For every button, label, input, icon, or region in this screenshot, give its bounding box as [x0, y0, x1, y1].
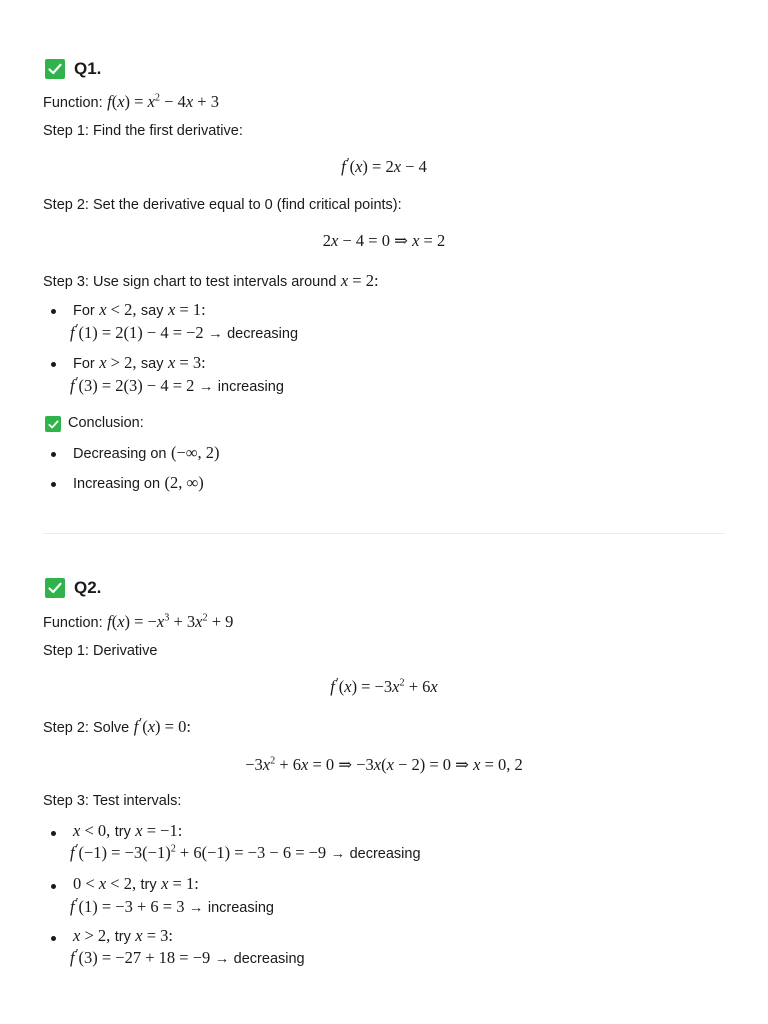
- bullet-result: decreasing: [349, 846, 421, 862]
- conclusion-interval: (−∞, 2): [170, 443, 220, 462]
- q1-bullet-2-line1: [73, 353, 206, 373]
- q1-bullet-1-line1: [73, 300, 206, 320]
- function-expression: $f(x) = x^2 - 4x + 3$: [107, 92, 219, 111]
- bullet-calc: f′(1) = 2(1) − 4 = −2: [70, 321, 204, 342]
- step2-label: Step 2: Solve: [43, 720, 130, 736]
- bullet-say: say: [140, 303, 164, 319]
- bullet-test: x = 1:: [161, 874, 199, 893]
- bullet-try: try: [114, 929, 131, 945]
- bullet-condition: x < 2,: [99, 300, 137, 319]
- bullet-calc: f′(1) = −3 + 6 = 3: [70, 895, 185, 916]
- function-label: Function:: [43, 615, 103, 631]
- bullet-condition: x < 0,: [73, 821, 111, 840]
- bullet-try: try: [140, 877, 157, 893]
- bullet-condition: x > 2,: [73, 926, 111, 945]
- conclusion-text: Decreasing on: [73, 446, 167, 462]
- q2-bullet-1-line1: [73, 821, 182, 841]
- q1-step1-math: f′(x) = 2x − 4: [341, 155, 427, 176]
- q2-bullet-2-line2: [70, 897, 274, 917]
- q2-bullet-3-line1: [73, 926, 173, 946]
- arrow-icon: →: [208, 326, 223, 342]
- arrow-icon: →: [198, 379, 214, 395]
- bullet-result: decreasing: [227, 326, 299, 342]
- bullet-calc: $f'(-1) = -3(-1)^2 + 6(-1) = -3 - 6 = -9$: [70, 841, 327, 862]
- q2-bullet-2-line1: [73, 874, 199, 894]
- bullet-icon: [51, 482, 56, 487]
- q2-bullet-3-line2: [70, 948, 305, 968]
- bullet-icon: [51, 884, 56, 889]
- bullet-test: x = −1:: [135, 821, 183, 840]
- q2-step1-math: $f'(x) = -3x^2 + 6x$: [330, 675, 438, 696]
- q2-step3: Step 3: Test intervals:: [43, 793, 182, 809]
- bullet-lead: For: [73, 303, 95, 319]
- q2-bullet-1-line2: [70, 843, 421, 863]
- bullet-calc: f′(3) = 2(3) − 4 = 2: [70, 374, 195, 395]
- q1-step1: Step 1: Find the first derivative:: [43, 123, 243, 139]
- bullet-icon: [51, 362, 56, 367]
- check-box-icon: [45, 578, 65, 598]
- bullet-try: try: [114, 824, 131, 840]
- q1-bullet-2-line2: [70, 376, 284, 396]
- bullet-test: x = 1:: [167, 300, 206, 319]
- check-box-icon: [45, 416, 61, 432]
- step3-math: x = 2:: [340, 271, 379, 290]
- bullet-icon: [51, 309, 56, 314]
- conclusion-item-decreasing: [73, 443, 220, 463]
- step2-equation: f′(x) = 0:: [133, 715, 191, 736]
- bullet-result: increasing: [217, 379, 284, 395]
- check-box-icon: [45, 59, 65, 79]
- q1-step3: [43, 271, 379, 291]
- bullet-say: say: [140, 356, 164, 372]
- function-expression: $f(x) = -x^3 + 3x^2 + 9$: [107, 612, 234, 631]
- section-divider: [43, 533, 725, 534]
- arrow-icon: →: [188, 900, 204, 916]
- conclusion-interval: (2, ∞): [164, 473, 204, 492]
- bullet-icon: [51, 452, 56, 457]
- q1-bullet-1-line2: [70, 323, 298, 343]
- conclusion-item-increasing: [73, 473, 204, 493]
- conclusion-label: Conclusion:: [68, 415, 144, 431]
- step3-label: Step 3: Use sign chart to test intervals around: [43, 274, 337, 290]
- bullet-result: decreasing: [233, 951, 305, 967]
- bullet-icon: [51, 936, 56, 941]
- bullet-condition: x > 2,: [99, 353, 137, 372]
- bullet-calc: f′(3) = −27 + 18 = −9: [70, 946, 211, 967]
- q1-heading: Q1.: [74, 59, 102, 78]
- bullet-icon: [51, 831, 56, 836]
- arrow-icon: →: [330, 846, 346, 862]
- bullet-lead: For: [73, 356, 95, 372]
- conclusion-text: Increasing on: [73, 476, 161, 492]
- q2-step1: Step 1: Derivative: [43, 643, 158, 659]
- q1-function-line: [43, 92, 219, 112]
- q2-heading: Q2.: [74, 578, 102, 597]
- bullet-test: x = 3:: [167, 353, 206, 372]
- q2-step2: [43, 717, 191, 737]
- function-label: Function:: [43, 95, 103, 111]
- q1-step2: Step 2: Set the derivative equal to 0 (find critical points):: [43, 197, 402, 213]
- q2-function-line: [43, 612, 233, 632]
- bullet-condition: 0 < x < 2,: [73, 874, 137, 893]
- q1-step2-math: 2x − 4 = 0 ⇒ x = 2: [322, 231, 446, 250]
- bullet-result: increasing: [207, 900, 274, 916]
- arrow-icon: →: [214, 951, 230, 967]
- q2-step2-math: $-3x^2 + 6x = 0$ ⇒ −3x(x − 2) = 0 ⇒ x = 0, 2: [245, 755, 523, 774]
- bullet-test: x = 3:: [135, 926, 173, 945]
